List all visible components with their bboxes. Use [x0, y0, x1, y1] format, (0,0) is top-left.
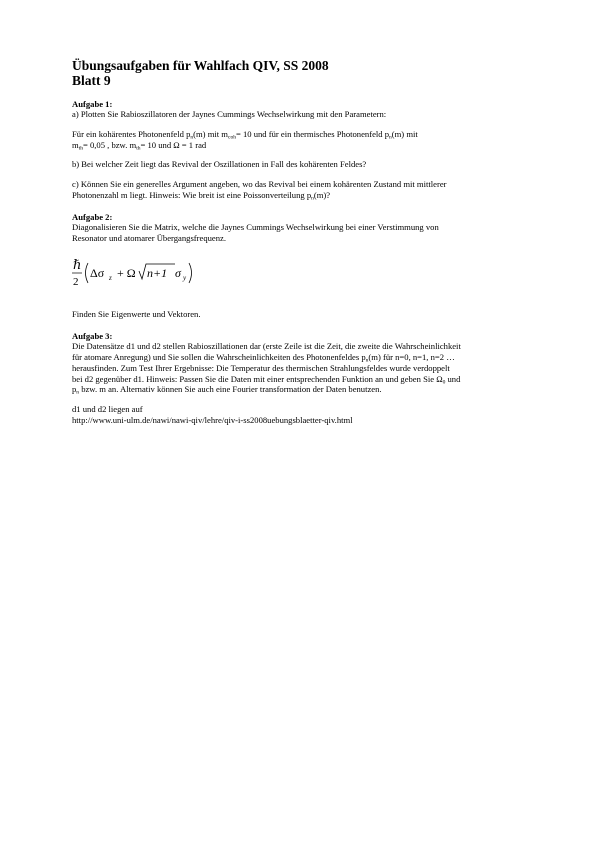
aufgabe-1-b: b) Bei welcher Zeit liegt das Revival der Oszillationen in Fall des kohärenten Feldes? — [72, 159, 367, 170]
text-run: = 10 und Ω = 1 rad — [140, 139, 207, 150]
text-run: (m) mit — [391, 128, 418, 139]
aufgabe-3 — [72, 331, 524, 426]
sheet-title-line1: Übungsaufgaben für Wahlfach QIV, SS 2008 — [72, 58, 329, 73]
subscript: th — [136, 145, 141, 152]
subscript: 0 — [442, 379, 446, 386]
aufgabe-2-closing: Finden Sie Eigenwerte und Vektoren. — [72, 309, 201, 320]
formula-two: 2 — [73, 276, 79, 289]
formula-plus-omega: + Ω — [117, 266, 136, 281]
text-run: und — [445, 373, 461, 384]
aufgabe-1-params-line1 — [72, 129, 524, 140]
text-run: = 0,05 , bzw. m — [82, 139, 137, 150]
aufgabe-1-params-line2 — [72, 140, 524, 151]
text-run: m — [72, 139, 79, 150]
aufgabe-3-line3: herausfinden. Zum Test Ihrer Ergebnisse: Die Temperatur des thermischen Strahlungsfeldes wurde verdoppelt — [72, 362, 450, 373]
formula-sigma: σ — [175, 266, 181, 281]
text-run: p — [72, 384, 77, 395]
text-run: bei d2 gegenüber d1. Hinweis: Passen Sie die Daten mit einer entsprechenden Funktion an und geben Sie Ω — [72, 373, 443, 384]
hamiltonian-formula-svg — [72, 255, 202, 291]
text-run: bzw. m an. Alternativ können Sie auch eine Fourier transformation der Daten benutzen. — [79, 384, 382, 395]
formula-sub-z: z — [109, 274, 112, 283]
aufgabe-2-heading: Aufgabe 2: — [72, 211, 113, 222]
hamiltonian-formula — [72, 255, 524, 291]
formula-sub-y: y — [183, 274, 187, 283]
text-run: Für ein kohärentes Photonenfeld p — [72, 128, 191, 139]
aufgabe-3-line2 — [72, 352, 524, 363]
sheet-title — [72, 58, 524, 88]
formula-sqrt-arg: n+1 — [147, 266, 168, 281]
aufgabe-2-line2: Resonator und atomarer Übergangsfrequenz. — [72, 232, 226, 243]
subscript: coh — [228, 134, 236, 141]
text-run: Photonenzahl m liegt. Hinweis: Wie breit ist eine Poissonverteilung p — [72, 189, 312, 200]
aufgabe-1-a-intro: a) Plotten Sie Rabioszillatoren der Jaynes Cummings Wechselwirkung mit den Parametern: — [72, 109, 387, 119]
aufgabe-3-data-location: d1 und d2 liegen auf — [72, 404, 143, 415]
aufgabe-1-heading: Aufgabe 1: — [72, 99, 113, 109]
formula-right-paren — [189, 263, 192, 283]
data-url-link[interactable]: http://www.uni-ulm.de/nawi/nawi-qiv/lehre/qiv-i-ss2008uebungsblaetter-qiv.html — [72, 414, 353, 425]
formula-left-paren — [86, 263, 89, 283]
formula-hbar: ℏ — [73, 257, 82, 273]
exercise-sheet — [72, 58, 524, 426]
text-run: = 10 und für ein thermisches Photonenfeld p — [235, 128, 390, 139]
subscript: n — [190, 134, 194, 141]
aufgabe-3-line1: Die Datensätze d1 und d2 stellen Rabioszillationen dar (erste Zeile ist die Zeit, die zweite die Wahrscheinlichkeit — [72, 341, 461, 352]
sheet-title-line2: Blatt 9 — [72, 73, 111, 88]
text-run: (m)? — [313, 189, 331, 200]
aufgabe-1-c-line1: c) Können Sie ein generelles Argument angeben, wo das Revival bei einem kohärenten Zustand mit mittlerer — [72, 179, 447, 190]
aufgabe-2-line1: Diagonalisieren Sie die Matrix, welche die Jaynes Cummings Wechselwirkung bei einer Verstimmung von — [72, 221, 439, 232]
aufgabe-1-c-line2 — [72, 190, 524, 201]
aufgabe-3-line5 — [72, 384, 524, 395]
subscript: th — [78, 145, 83, 152]
text-run: (m) für n=0, n=1, n=2 … — [368, 351, 455, 362]
aufgabe-3-heading: Aufgabe 3: — [72, 331, 113, 342]
subscript: n — [389, 134, 392, 141]
formula-delta-sigma: Δσ — [90, 266, 105, 281]
text-run: (m) mit m — [193, 128, 228, 139]
aufgabe-3-line4 — [72, 374, 524, 385]
subscript: n — [365, 357, 369, 364]
subscript: n — [311, 195, 314, 202]
text-run: für atomare Anregung) und Sie sollen die Wahrscheinlichkeiten des Photonenfeldes p — [72, 351, 366, 362]
aufgabe-1 — [72, 99, 524, 201]
subscript: n — [76, 389, 80, 396]
aufgabe-2 — [72, 212, 524, 320]
